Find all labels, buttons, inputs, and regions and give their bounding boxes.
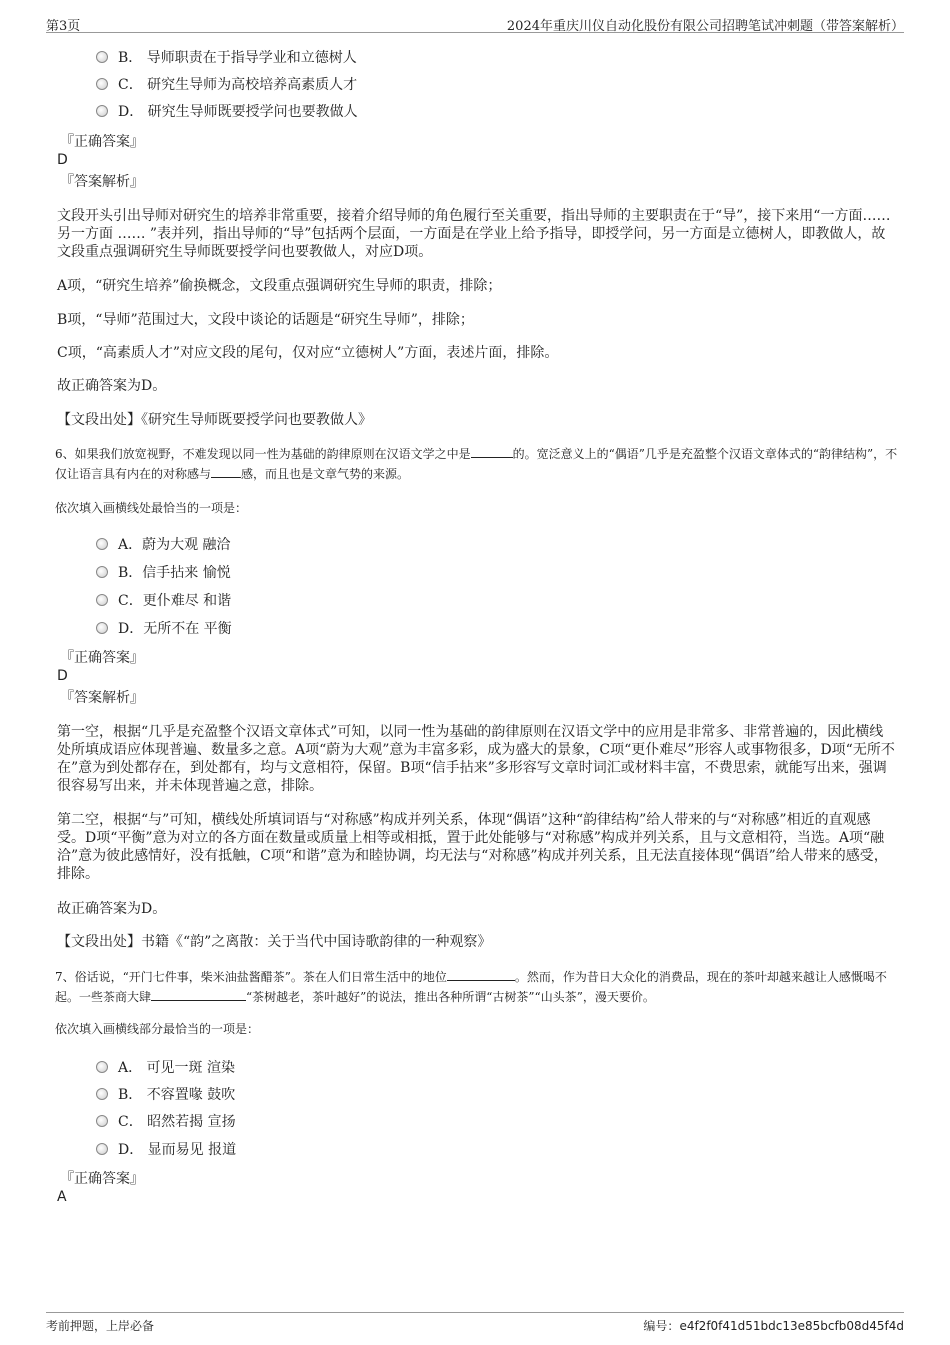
page-footer	[46, 1312, 904, 1333]
option-a[interactable]: A．蔚为大观 融洽	[96, 535, 231, 555]
passage-source: 【文段出处】书籍《“韵”之离散：关于当代中国诗歌韵律的一种观察》	[57, 934, 492, 950]
radio-icon[interactable]	[96, 1115, 108, 1127]
option-a[interactable]: A． 可见一斑 渲染	[96, 1058, 235, 1078]
question-stem: 6、如果我们放宽视野，不难发现以同一性为基础的韵律原则在汉语文学之中是 的。宽泛意义上的“偶语”几乎是充盈整个汉语文章体式的“韵律结构”，不仅让语言具有内在的对称感与 感，而且也是文章气势的来源。	[55, 447, 898, 481]
answer-value: D	[57, 152, 68, 168]
radio-icon[interactable]	[96, 594, 108, 606]
page-header	[46, 12, 904, 33]
analysis-paragraph: A项，“研究生培养”偷换概念，文段重点强调研究生导师的职责，排除；	[57, 278, 502, 294]
analysis-paragraph: B项，“导师”范围过大，文段中谈论的话题是“研究生导师”，排除；	[57, 312, 474, 328]
analysis-label: 『答案解析』	[60, 690, 144, 706]
document-title: 2024年重庆川仪自动化股份有限公司招聘笔试冲刺题（带答案解析）	[506, 19, 904, 34]
analysis-paragraph: 故正确答案为D。	[57, 378, 167, 394]
radio-icon[interactable]	[96, 622, 108, 634]
radio-icon[interactable]	[96, 1061, 108, 1073]
analysis-label: 『答案解析』	[60, 174, 144, 190]
blank-2	[151, 988, 246, 1001]
option-c[interactable]: C． 昭然若揭 宣扬	[96, 1112, 236, 1132]
question-stem: 7、俗话说，“开门七件事，柴米油盐酱醋茶”。茶在人们日常生活中的地位 。然而，作为昔日大众化的消费品，现在的茶叶却越来越让人感慨喝不起。一些茶商大肆 “茶树越老，茶叶越好”的说法，推出各种所谓“古树茶”“山头茶”，漫天要价。	[55, 970, 887, 1004]
option-b[interactable]: B． 导师职责在于指导学业和立德树人	[96, 48, 357, 68]
question-instruction: 依次填入画横线处最恰当的一项是：	[55, 501, 248, 515]
option-d[interactable]: D．无所不在 平衡	[96, 619, 232, 639]
footer-slogan: 考前押题，上岸必备	[46, 1319, 155, 1333]
radio-icon[interactable]	[96, 105, 108, 117]
option-c[interactable]: C． 研究生导师为高校培养高素质人才	[96, 75, 357, 95]
option-d[interactable]: D． 研究生导师既要授学问也要教做人	[96, 102, 358, 122]
analysis-paragraph: 第二空，根据“与”可知，横线处所填词语与“对称感”构成并列关系，体现“偶语”这种“韵律结构”给人带来的与“对称感”相近的直观感受。D项“平衡”意为对立的各方面在数量或质量上相等或相抵，置于此处能够与“对称感”构成并列关系，且与文意相符，当选。A项“融洽”意为彼此感情好，没有抵触，C项“和谐”意为和睦协调，均无法与“对称感”构成并列关系，且无法直接体现“偶语”给人带来的感受，排除。	[57, 812, 888, 882]
answer-value: D	[57, 668, 68, 684]
blank-1	[471, 445, 513, 458]
radio-icon[interactable]	[96, 1088, 108, 1100]
answer-label: 『正确答案』	[60, 1171, 144, 1187]
option-c[interactable]: C．更仆难尽 和谐	[96, 591, 231, 611]
analysis-paragraph: 第一空，根据“几乎是充盈整个汉语文章体式”可知，以同一性为基础的韵律原则在汉语文学中的应用是非常多、非常普遍的，因此横线处所填成语应体现普遍、数量多之意。A项“蔚为大观”意为丰富多彩，成为盛大的景象，C项“更仆难尽”形容人或事物很多，D项“无所不在”意为到处都存在，到处都有，均与文意相符，保留。B项“信手拈来”多形容写文章时词汇或材料丰富，不费思索，就能写出来，强调很容易写出来，并未体现普遍之意，排除。	[57, 724, 895, 794]
option-b[interactable]: B． 不容置喙 鼓吹	[96, 1085, 235, 1105]
option-b[interactable]: B．信手拈来 愉悦	[96, 563, 231, 583]
answer-label: 『正确答案』	[60, 134, 144, 150]
radio-icon[interactable]	[96, 51, 108, 63]
answer-value: A	[57, 1189, 67, 1205]
analysis-paragraph: C项，“高素质人才”对应文段的尾句，仅对应“立德树人”方面，表述片面，排除。	[57, 345, 559, 361]
radio-icon[interactable]	[96, 538, 108, 550]
radio-icon[interactable]	[96, 1143, 108, 1155]
radio-icon[interactable]	[96, 566, 108, 578]
blank-2	[211, 465, 241, 478]
passage-source: 【文段出处】《研究生导师既要授学问也要教做人》	[57, 412, 372, 428]
radio-icon[interactable]	[96, 78, 108, 90]
analysis-paragraph: 文段开头引出导师对研究生的培养非常重要，接着介绍导师的角色履行至关重要，指出导师的主要职责在于“导”，接下来用“一方面……另一方面 …… ”表并列，指出导师的“导”包括两个层面，一方面是在学业上给予指导，即授学问，另一方面是立德树人，即教做人，故文段重点强调研究生导师既要授学问也要教做人，对应D项。	[57, 208, 891, 260]
analysis-paragraph: 故正确答案为D。	[57, 901, 167, 917]
page-number: 第3页	[46, 19, 81, 34]
document-code: 编号：e4f2f0f41d51bdc13e85bcfb08d45f4d	[643, 1319, 904, 1333]
answer-label: 『正确答案』	[60, 650, 144, 666]
blank-1	[447, 968, 515, 981]
option-d[interactable]: D． 显而易见 报道	[96, 1140, 236, 1160]
question-instruction: 依次填入画横线部分最恰当的一项是：	[55, 1022, 260, 1036]
